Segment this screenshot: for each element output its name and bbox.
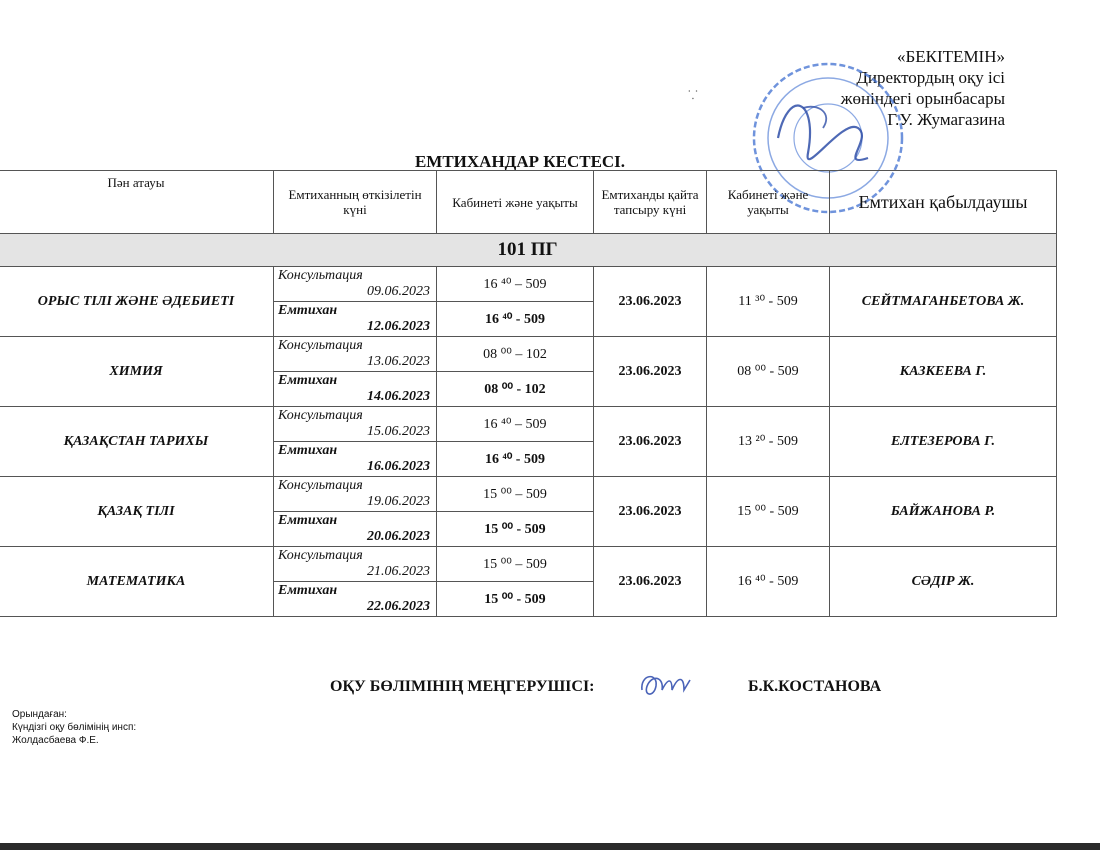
consultation-date: 15.06.2023	[367, 424, 430, 439]
consultation-date: 19.06.2023	[367, 494, 430, 509]
exam-room: 16 ⁴⁰ - 509	[437, 302, 594, 337]
group-row	[0, 234, 1057, 267]
table-row	[0, 477, 1057, 512]
exam-room: 15 ⁰⁰ - 509	[437, 582, 594, 617]
exam-label: Емтихан	[278, 303, 338, 318]
exam-schedule-table	[0, 170, 1057, 617]
column-header: Пән атауы	[0, 171, 274, 234]
examiner: КАЗКЕЕВА Г.	[830, 337, 1057, 407]
consultation-room: 08 ⁰⁰ – 102	[437, 337, 594, 372]
consultation-date: 09.06.2023	[367, 284, 430, 299]
examiner: ЕЛТЕЗЕРОВА Г.	[830, 407, 1057, 477]
exam-label: Емтихан	[278, 583, 338, 598]
exam-cell	[274, 442, 437, 477]
consultation-label: Консультация	[278, 268, 363, 283]
exam-cell	[274, 512, 437, 547]
consultation-room: 16 ⁴⁰ – 509	[437, 267, 594, 302]
subject-cell: ОРЫС ТІЛІ ЖӘНЕ ӘДЕБИЕТІ	[0, 267, 274, 337]
exam-label: Емтихан	[278, 513, 338, 528]
table-row	[0, 267, 1057, 302]
consultation-date: 13.06.2023	[367, 354, 430, 369]
consultation-room: 15 ⁰⁰ – 509	[437, 477, 594, 512]
subject-cell: ХИМИЯ	[0, 337, 274, 407]
column-header: Емтиханды қайта тапсыру күні	[594, 171, 707, 234]
exam-room: 16 ⁴⁰ - 509	[437, 442, 594, 477]
exam-room: 15 ⁰⁰ - 509	[437, 512, 594, 547]
column-header: Емтиханның өткізілетін күні	[274, 171, 437, 234]
exam-label: Емтихан	[278, 443, 338, 458]
column-header: Емтихан қабылдаушы	[830, 171, 1057, 234]
retake-time: 08 ⁰⁰ - 509	[707, 337, 830, 407]
approval-line: Директордың оқу ісі	[856, 68, 1005, 87]
examiner: СӘДІР Ж.	[830, 547, 1057, 617]
consultation-room: 15 ⁰⁰ – 509	[437, 547, 594, 582]
retake-date: 23.06.2023	[594, 547, 707, 617]
consultation-cell	[274, 407, 437, 442]
exam-date: 22.06.2023	[367, 599, 430, 614]
retake-date: 23.06.2023	[594, 407, 707, 477]
column-header: Кабинеті және уақыты	[707, 171, 830, 234]
retake-time: 16 ⁴⁰ - 509	[707, 547, 830, 617]
prepared-by-block	[12, 708, 136, 747]
retake-date: 23.06.2023	[594, 477, 707, 547]
retake-time: 13 ²⁰ - 509	[707, 407, 830, 477]
retake-date: 23.06.2023	[594, 337, 707, 407]
approval-line: Г.У. Жумагазина	[887, 110, 1005, 129]
examiner: БАЙЖАНОВА Р.	[830, 477, 1057, 547]
consultation-cell	[274, 267, 437, 302]
exam-cell	[274, 372, 437, 407]
signature-icon	[638, 668, 696, 702]
exam-cell	[274, 582, 437, 617]
subject-cell: МАТЕМАТИКА	[0, 547, 274, 617]
exam-label: Емтихан	[278, 373, 338, 388]
retake-date: 23.06.2023	[594, 267, 707, 337]
table-row	[0, 547, 1057, 582]
group-label: 101 ПГ	[0, 234, 1057, 267]
retake-time: 11 ³⁰ - 509	[707, 267, 830, 337]
consultation-label: Консультация	[278, 548, 363, 563]
consultation-cell	[274, 547, 437, 582]
exam-cell	[274, 302, 437, 337]
subject-cell: ҚАЗАҚ ТІЛІ	[0, 477, 274, 547]
exam-date: 16.06.2023	[367, 459, 430, 474]
prepared-role: Күндізгі оқу бөлімінің инсп:	[12, 722, 137, 733]
examiner: СЕЙТМАГАНБЕТОВА Ж.	[830, 267, 1057, 337]
column-header: Кабинеті және уақыты	[437, 171, 594, 234]
consultation-label: Консультация	[278, 338, 363, 353]
subject-cell: ҚАЗАҚСТАН ТАРИХЫ	[0, 407, 274, 477]
consultation-cell	[274, 337, 437, 372]
scan-speck: ⸪	[688, 88, 698, 102]
consultation-label: Консультация	[278, 478, 363, 493]
head-of-department-label: ОҚУ БӨЛІМІНІҢ МЕҢГЕРУШІСІ:	[330, 678, 595, 695]
page-title: ЕМТИХАНДАР КЕСТЕСІ.	[414, 152, 626, 171]
prepared-name: Жолдасбаева Ф.Е.	[12, 735, 99, 746]
consultation-room: 16 ⁴⁰ – 509	[437, 407, 594, 442]
consultation-date: 21.06.2023	[367, 564, 430, 579]
exam-date: 14.06.2023	[367, 389, 430, 404]
consultation-cell	[274, 477, 437, 512]
exam-room: 08 ⁰⁰ - 102	[437, 372, 594, 407]
exam-date: 20.06.2023	[367, 529, 430, 544]
scan-bottom-edge	[0, 843, 1100, 850]
exam-date: 12.06.2023	[367, 319, 430, 334]
table-row	[0, 337, 1057, 372]
retake-time: 15 ⁰⁰ - 509	[707, 477, 830, 547]
header-row	[0, 171, 1057, 234]
table-row	[0, 407, 1057, 442]
approval-line: жөніндегі орынбасары	[840, 89, 1005, 108]
head-of-department-name: Б.К.КОСТАНОВА	[748, 678, 882, 695]
approval-line: «БЕКІТЕМІН»	[897, 47, 1005, 66]
prepared-label: Орындаған:	[12, 709, 67, 720]
consultation-label: Консультация	[278, 408, 363, 423]
